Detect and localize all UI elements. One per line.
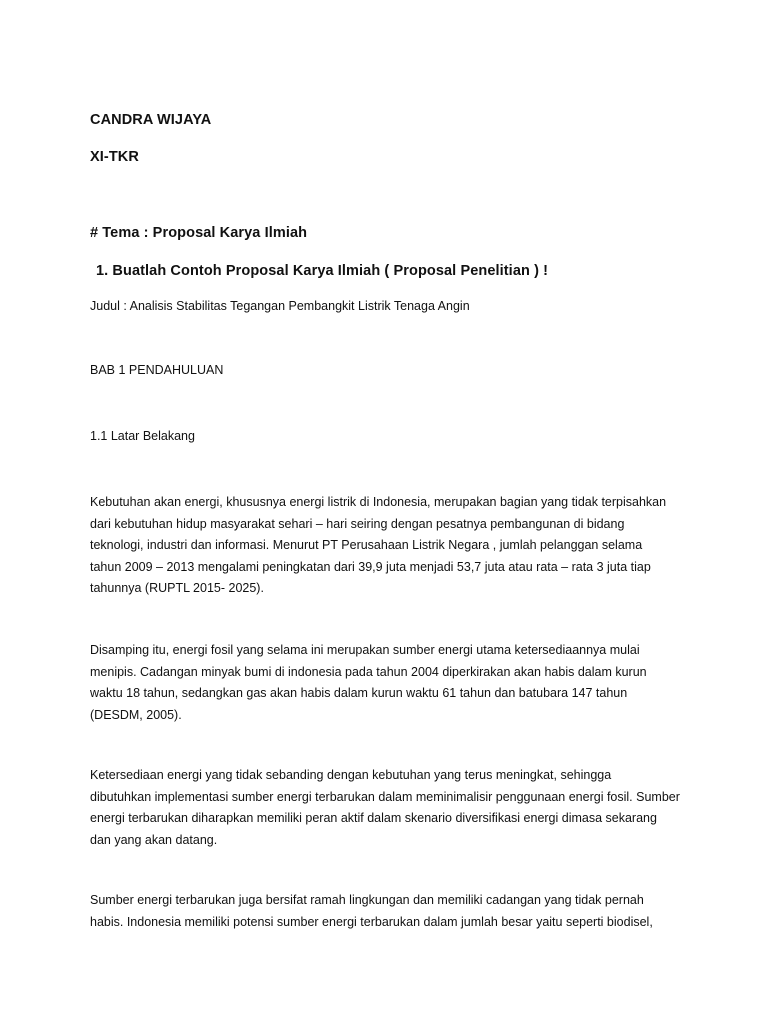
paragraph-line: waktu 18 tahun, sedangkan gas akan habis dalam kurun waktu 61 tahun dan batubara 147 tahun xyxy=(90,686,628,700)
class-name: XI-TKR xyxy=(90,149,139,165)
paragraph-line: menipis. Cadangan minyak bumi di indonesia pada tahun 2004 diperkirakan akan habis dalam kurun xyxy=(90,664,647,679)
paragraph-line: dan yang akan datang. xyxy=(90,832,218,847)
section-heading: 1.1 Latar Belakang xyxy=(90,429,195,443)
author-name: CANDRA WIJAYA xyxy=(90,112,212,128)
paragraph-2 xyxy=(90,640,675,726)
paragraph-3 xyxy=(90,765,680,851)
paragraph-line: tahunnya (RUPTL 2015- 2025). xyxy=(90,581,264,595)
task-heading: 1. Buatlah Contoh Proposal Karya Ilmiah ( Proposal Penelitian ) ! xyxy=(96,263,549,279)
paragraph-line: tahun 2009 – 2013 mengalami peningkatan dari 39,9 juta menjadi 53,7 juta atau rata – rata 3 juta tiap xyxy=(90,559,651,574)
chapter-heading: BAB 1 PENDAHULUAN xyxy=(90,363,224,377)
paragraph-line: dibutuhkan implementasi sumber energi terbarukan dalam meminimalisir penggunaan energi fosil. Sumber xyxy=(90,789,680,804)
paragraph-line: Ketersediaan energi yang tidak sebanding dengan kebutuhan yang terus meningkat, sehingga xyxy=(90,768,612,782)
paragraph-line: Disamping itu, energi fosil yang selama ini merupakan sumber energi utama ketersediaannya mulai xyxy=(90,643,640,657)
paragraph-line: (DESDM, 2005). xyxy=(90,707,182,722)
paragraph-line: Sumber energi terbarukan juga bersifat ramah lingkungan dan memiliki cadangan yang tidak pernah xyxy=(90,893,644,907)
theme-heading: # Tema : Proposal Karya Ilmiah xyxy=(90,225,308,241)
paragraph-line: habis. Indonesia memiliki potensi sumber energi terbarukan dalam jumlah besar yaitu seperti biodisel, xyxy=(90,914,653,929)
paragraph-line: energi terbarukan diharapkan memiliki peran aktif dalam skenario diversifikasi energi dimasa sekarang xyxy=(90,811,657,825)
paragraph-line: teknologi, industri dan informasi. Menurut PT Perusahaan Listrik Negara , jumlah pelanggan selama xyxy=(90,538,643,552)
paragraph-1 xyxy=(90,492,675,600)
paragraph-line: Kebutuhan akan energi, khususnya energi listrik di Indonesia, merupakan bagian yang tidak terpisahkan xyxy=(90,495,667,509)
paragraph-4 xyxy=(90,890,675,933)
paragraph-line: dari kebutuhan hidup masyarakat sehari – hari seiring dengan pesatnya pembangunan di bidang xyxy=(90,516,625,531)
judul-line: Judul : Analisis Stabilitas Tegangan Pembangkit Listrik Tenaga Angin xyxy=(90,299,470,313)
